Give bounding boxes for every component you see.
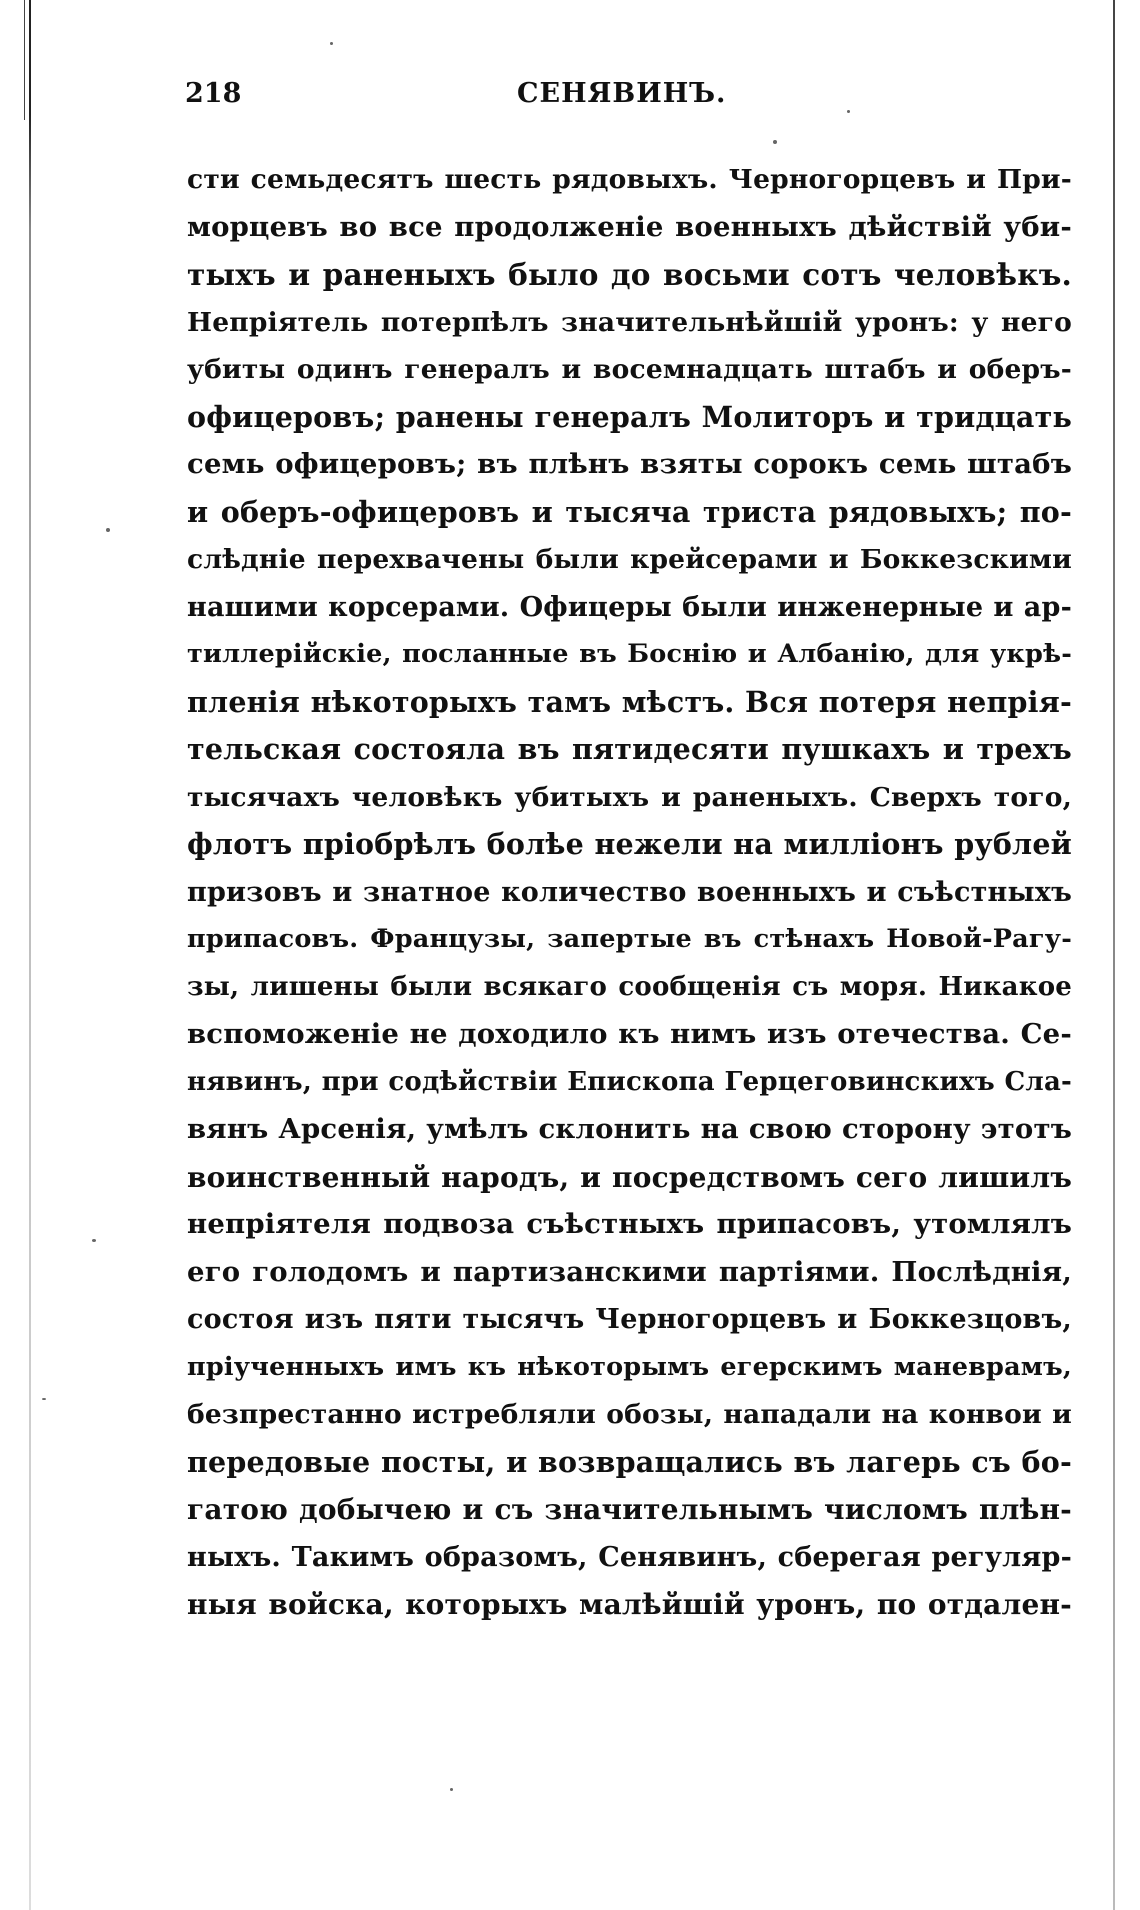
scan-edge-left-inner — [24, 0, 25, 120]
text-line: зы, лишены были всякаго сообщенія съ моря. Никакое — [187, 971, 1072, 1002]
text-line: ныхъ. Такимъ образомъ, Сенявинъ, сберегая регуляр- — [187, 1541, 1072, 1573]
text-line: убиты одинъ генералъ и восемнадцать штабъ и оберъ- — [187, 354, 1072, 385]
text-line: Непріятель потерпѣлъ значительнѣйшій уронъ: у него — [187, 306, 1072, 338]
text-line: тельская состояла въ пятидесяти пушкахъ и трехъ — [187, 732, 1072, 766]
text-line: безпрестанно истребляли обозы, нападали на конвои и — [187, 1399, 1072, 1430]
scan-speck — [330, 42, 333, 45]
text-line: тиллерійскіе, посланные въ Боснію и Албанію, для укрѣ- — [187, 639, 1072, 669]
text-line: передовые посты, и возвращались въ лагерь съ бо- — [187, 1444, 1072, 1479]
page-number: 218 — [185, 78, 242, 109]
text-line: пріученныхъ имъ къ нѣкоторымъ егерскимъ маневрамъ, — [187, 1351, 1072, 1382]
text-line: припасовъ. Французы, запертые въ стѣнахъ Новой-Рагу- — [187, 924, 1072, 954]
scan-edge-right — [1113, 0, 1115, 1910]
text-line: офицеровъ; ранены генералъ Молиторъ и тридцать — [187, 399, 1072, 434]
page-header — [185, 78, 1065, 118]
scan-speck — [106, 528, 110, 532]
text-line: непріятеля подвоза съѣстныхъ припасовъ, утомлялъ — [187, 1208, 1072, 1240]
text-line: семь офицеровъ; въ плѣнъ взяты сорокъ семь штабъ — [187, 448, 1072, 480]
text-line: сти семьдесятъ шесть рядовыхъ. Черногорцевъ и При- — [187, 164, 1072, 195]
text-line: и оберъ-офицеровъ и тысяча триста рядовыхъ; по- — [187, 494, 1072, 529]
scan-speck — [450, 1788, 453, 1791]
scan-speck — [42, 1398, 46, 1400]
text-line: нявинъ, при содѣйствіи Епископа Герцеговинскихъ Сла- — [187, 1066, 1072, 1097]
text-line: морцевъ во все продолженіе военныхъ дѣйствій уби- — [187, 210, 1072, 243]
text-line: пленія нѣкоторыхъ тамъ мѣстъ. Вся потеря непрія- — [187, 684, 1072, 719]
scan-edge-left — [29, 0, 31, 1910]
text-line: тысячахъ человѣкъ убитыхъ и раненыхъ. Сверхъ того, — [187, 781, 1072, 813]
scan-speck — [773, 140, 777, 144]
text-line: слѣдніе перехвачены были крейсерами и Боккезскими — [187, 544, 1072, 575]
text-line: ныя войска, которыхъ малѣйшій уронъ, по отдален- — [187, 1588, 1072, 1621]
text-line: вспоможеніе не доходило къ нимъ изъ отечества. Се- — [187, 1018, 1072, 1050]
text-line: тыхъ и раненыхъ было до восьми сотъ человѣкъ. — [187, 257, 1072, 292]
text-line: гатою добычею и съ значительнымъ числомъ плѣн- — [187, 1493, 1072, 1526]
text-line: воинственный народъ, и посредствомъ сего лишилъ — [187, 1160, 1072, 1194]
text-line: его голодомъ и партизанскими партіями. Послѣднія, — [187, 1255, 1072, 1288]
running-title: СЕНЯВИНЪ. — [517, 78, 727, 109]
scan-speck — [92, 1239, 96, 1242]
text-line: призовъ и знатное количество военныхъ и съѣстныхъ — [187, 876, 1072, 908]
text-line: нашими корсерами. Офицеры были инженерные и ар- — [187, 591, 1072, 623]
text-line: флотъ пріобрѣлъ болѣе нежели на милліонъ рублей — [187, 827, 1072, 861]
text-line: состоя изъ пяти тысячъ Черногорцевъ и Боккезцовъ, — [187, 1304, 1072, 1335]
body-text — [187, 156, 1072, 1629]
text-line: вянъ Арсенія, умѣлъ склонить на свою сторону этотъ — [187, 1113, 1072, 1145]
